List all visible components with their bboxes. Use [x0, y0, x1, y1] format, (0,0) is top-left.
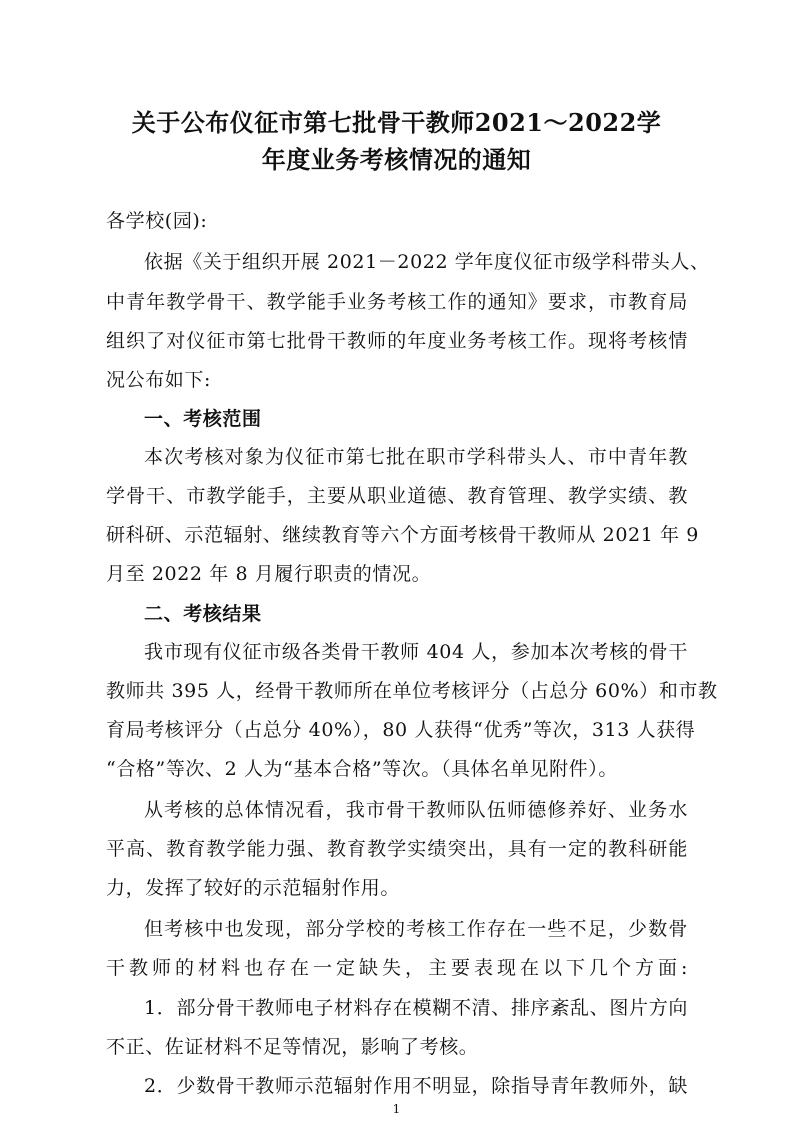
document-title-line-1: 关于公布仪征市第七批骨干教师2021～2022学: [131, 108, 662, 137]
section-2-line-4: “合格”等次、2 人为“基本合格”等次。（具体名单见附件）。: [106, 758, 618, 780]
section-2-heading: 二、考核结果: [144, 603, 262, 625]
section-1-line-3: 研科研、示范辐射、继续教育等六个方面考核骨干教师从 2021 年 9: [106, 524, 699, 546]
overview-line-3: 力，发挥了较好的示范辐射作用。: [106, 877, 401, 899]
section-2-line-3: 育局考核评分（占总分 40%），80 人获得“优秀”等次，313 人获得: [106, 719, 696, 741]
overview-line-1: 从考核的总体情况看，我市骨干教师队伍师德修养好、业务水: [144, 799, 688, 821]
section-1-line-4: 月至 2022 年 8 月履行职责的情况。: [106, 563, 432, 585]
section-1-line-2: 学骨干、市教学能手，主要从职业道德、教育管理、教学实绩、教: [106, 485, 688, 507]
page-number: 1: [392, 1102, 401, 1116]
overview-line-2: 平高、教育教学能力强、教育教学实绩突出，具有一定的教科研能: [106, 838, 688, 860]
item-1-line-1: 1．部分骨干教师电子材料存在模糊不清、排序紊乱、图片方向: [144, 997, 688, 1019]
paragraph-1-line-2: 中青年教学骨干、教学能手业务考核工作的通知》要求，市教育局: [106, 291, 688, 313]
paragraph-1-line-3: 组织了对仪征市第七批骨干教师的年度业务考核工作。现将考核情: [106, 330, 688, 352]
item-1-line-2: 不正、佐证材料不足等情况，影响了考核。: [106, 1036, 479, 1058]
section-1-line-1: 本次考核对象为仪征市第七批在职市学科带头人、市中青年教: [144, 446, 688, 468]
section-2-line-2: 教师共 395 人，经骨干教师所在单位考核评分（占总分 60%）和市教: [106, 680, 718, 702]
section-2-line-1: 我市现有仪征市级各类骨干教师 404 人，参加本次考核的骨干: [144, 641, 688, 663]
section-1-heading: 一、考核范围: [144, 408, 262, 430]
shortcoming-line-1: 但考核中也发现，部分学校的考核工作存在一些不足，少数骨: [144, 918, 688, 940]
salutation: 各学校(园):: [106, 210, 208, 232]
paragraph-1-line-1: 依据《关于组织开展 2021－2022 学年度仪征市级学科带头人、: [144, 251, 710, 273]
document-title-line-2: 年度业务考核情况的通知: [261, 145, 532, 174]
item-2-line-1: 2．少数骨干教师示范辐射作用不明显，除指导青年教师外，缺: [144, 1075, 688, 1097]
shortcoming-line-2: 干教师的材料也存在一定缺失，主要表现在以下几个方面:: [106, 957, 688, 979]
paragraph-1-line-4: 况公布如下:: [106, 369, 212, 391]
